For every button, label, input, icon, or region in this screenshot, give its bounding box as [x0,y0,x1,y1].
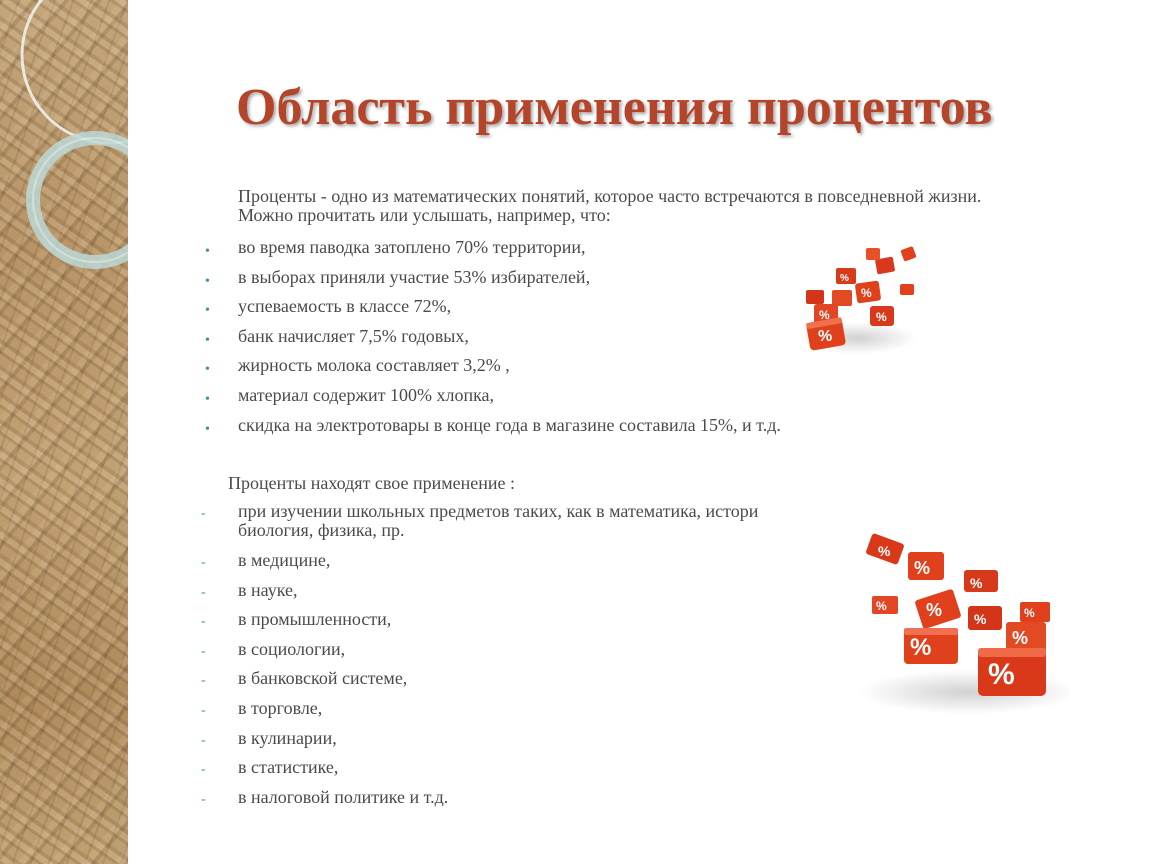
bullet-icon: • [205,391,210,407]
list-item: - при изучении школьных предметов таких, как в математика, истори биология, физика, пр. [201,501,759,540]
dash-icon: - [201,643,206,659]
svg-text:%: % [970,575,983,591]
list-item: • жирность молока составляет 3,2% , [205,355,510,378]
bullet-icon: • [205,421,210,437]
list-item: - в банковской системе, [201,668,408,689]
intro-line-1: Проценты - одно из математических понятий, которое часто встречаются в повседневной жизни. [238,186,982,206]
list-item: - в медицине, [201,550,331,570]
percent-dice-icon [792,238,922,358]
bullet-icon: • [205,362,210,378]
svg-text:%: % [840,273,849,284]
list-item: - в науке, [201,579,298,600]
svg-text:%: % [878,543,891,559]
dash-icon: - [201,673,206,689]
list-item: • материал содержит 100% хлопка, [205,384,495,407]
percent-dice-image-large [838,502,1070,714]
dash-icon: - [201,762,206,778]
list-item: - в налоговой политике и т.д. [201,786,449,807]
list-item: - в социологии, [201,638,346,659]
svg-text:%: % [914,558,931,578]
slide-title: Область применения процентов [236,79,993,136]
list-item: • скидка на электротовары в конце года в магазине составила 15%, и т.д. [205,414,781,437]
list-item: - в промышленности, [201,609,392,630]
svg-text:%: % [988,658,1015,691]
dash-icon: - [201,506,206,521]
svg-text:%: % [876,310,887,324]
decorative-paper-sidebar [0,0,128,864]
intro-paragraph [238,187,1118,225]
percent-dice-image-small [792,238,922,358]
intro-line-2: Можно прочитать или услышать, например, что: [238,205,611,225]
list-item: - в статистике, [201,757,339,778]
applications-list [201,501,838,817]
svg-text:%: % [910,634,932,661]
dash-icon: - [201,584,206,600]
svg-text:%: % [819,308,830,322]
examples-list [205,237,781,445]
percent-dice-icon [838,502,1070,714]
list-item: • во время паводка затоплено 70% территории, [205,237,586,259]
list-item: • успеваемость в классе 72%, [205,296,452,319]
svg-text:%: % [861,286,872,300]
svg-text:%: % [926,600,943,620]
svg-text:%: % [818,328,833,345]
list-item: • в выборах приняли участие 53% избирателей, [205,266,591,289]
list-item: - в кулинарии, [201,727,337,748]
dash-icon: - [201,791,206,807]
dash-icon: - [201,555,206,570]
dash-icon: - [201,732,206,748]
svg-text:%: % [876,599,887,613]
decorative-rings [0,0,128,864]
applications-intro: Проценты находят свое применение : [228,473,516,493]
list-item: • банк начисляет 7,5% годовых, [205,325,469,348]
bullet-icon: • [205,303,210,319]
bullet-icon: • [205,244,210,259]
svg-text:%: % [1024,606,1035,620]
bullet-icon: • [205,332,210,348]
dash-icon: - [201,614,206,630]
bullet-icon: • [205,273,210,289]
list-item: - в торговле, [201,697,323,718]
dash-icon: - [201,702,206,718]
svg-text:%: % [974,611,987,627]
svg-text:%: % [1012,628,1029,648]
